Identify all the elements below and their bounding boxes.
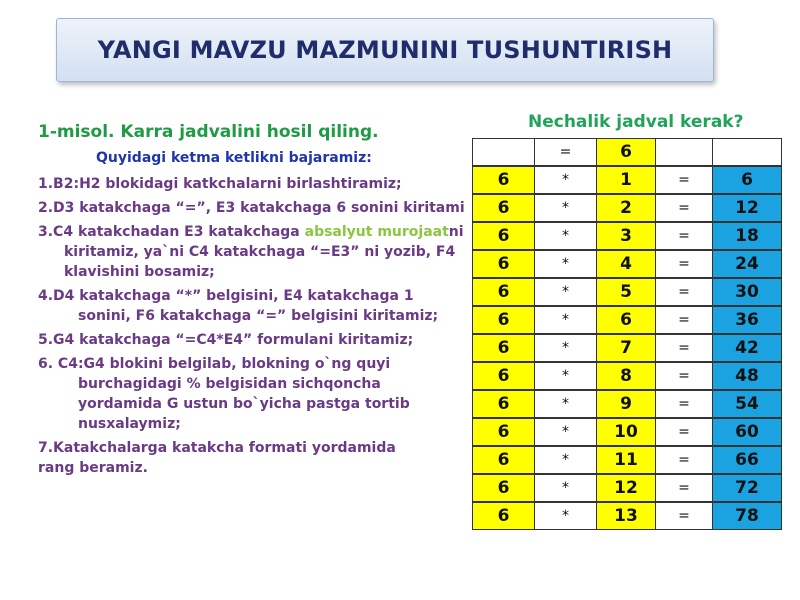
table-cell: *: [534, 474, 597, 502]
table-cell: 6: [596, 138, 656, 166]
table-row: [472, 250, 781, 278]
steps-list: [38, 174, 478, 478]
table-cell: 6: [472, 418, 535, 446]
table-cell: 13: [596, 502, 656, 530]
step-3: [38, 222, 478, 282]
table-cell: 6: [712, 166, 782, 194]
step-6-line-4: nusxalaymiz;: [78, 416, 181, 432]
spreadsheet-image: [466, 108, 800, 538]
step-5: [38, 330, 478, 350]
table-cell: 5: [596, 278, 656, 306]
table-cell: 3: [596, 222, 656, 250]
table-row: [472, 278, 781, 306]
table-cell: 6: [472, 222, 535, 250]
table-cell: 4: [596, 250, 656, 278]
step-1-text: 1.B2:H2 blokidagi katkchalarni birlashtiramiz;: [38, 176, 402, 192]
table-cell: 60: [712, 418, 782, 446]
step-6-line-3: yordamida G ustun bo`yicha pastga tortib: [78, 396, 410, 412]
table-cell: *: [534, 502, 597, 530]
table-cell: *: [534, 362, 597, 390]
table-cell: 6: [472, 278, 535, 306]
step-3-accent-text: absalyut murojaat: [304, 224, 449, 240]
table-cell: 30: [712, 278, 782, 306]
table-cell: 6: [472, 502, 535, 530]
table-cell: *: [534, 222, 597, 250]
table-cell: 1: [596, 166, 656, 194]
table-row: [472, 306, 781, 334]
table-cell: =: [534, 138, 597, 166]
step-6-line-2: burchagidagi % belgisidan sichqoncha: [78, 376, 381, 392]
table-cell: 18: [712, 222, 782, 250]
table-cell: [472, 138, 535, 166]
table-cell: 6: [472, 474, 535, 502]
step-3-suffix: ni: [448, 224, 464, 240]
table-cell: 42: [712, 334, 782, 362]
table-row: [472, 362, 781, 390]
step-6: [38, 354, 478, 434]
table-cell: =: [655, 306, 713, 334]
table-row: [472, 474, 781, 502]
table-cell: 7: [596, 334, 656, 362]
step-7-text: 7.Katakchalarga katakcha formati yordamida: [38, 440, 396, 456]
table-cell: 6: [472, 250, 535, 278]
table-row: [472, 502, 781, 530]
instructions-subhead: Quyidagi ketma ketlikni bajaramiz:: [96, 150, 372, 166]
table-cell: 10: [596, 418, 656, 446]
table-cell: =: [655, 446, 713, 474]
step-3-line-2: kiritamiz, ya`ni C4 katakchaga “=E3” ni yozib, F4: [64, 244, 456, 260]
table-cell: =: [655, 278, 713, 306]
table-cell: 6: [472, 166, 535, 194]
table-cell: *: [534, 166, 597, 194]
table-cell: 6: [472, 390, 535, 418]
table-cell: 8: [596, 362, 656, 390]
table-cell: *: [534, 390, 597, 418]
step-4-text: 4.D4 katakchaga “*” belgisini, E4 katakchaga 1: [38, 288, 414, 304]
table-cell: [655, 138, 713, 166]
multiplication-table: [472, 138, 781, 530]
table-cell: *: [534, 306, 597, 334]
table-row: [472, 446, 781, 474]
table-cell: *: [534, 278, 597, 306]
step-7: [38, 438, 478, 478]
table-cell: *: [534, 446, 597, 474]
table-cell: 12: [596, 474, 656, 502]
table-cell: =: [655, 250, 713, 278]
table-cell: 12: [712, 194, 782, 222]
table-cell: 6: [596, 306, 656, 334]
table-cell: 54: [712, 390, 782, 418]
table-row: [472, 418, 781, 446]
table-cell: 6: [472, 446, 535, 474]
table-cell: 48: [712, 362, 782, 390]
table-cell: =: [655, 222, 713, 250]
table-row: [472, 222, 781, 250]
table-cell: 9: [596, 390, 656, 418]
table-cell: 66: [712, 446, 782, 474]
table-header-row: [472, 138, 781, 166]
table-cell: *: [534, 194, 597, 222]
table-cell: [712, 138, 782, 166]
table-row: [472, 194, 781, 222]
table-cell: =: [655, 418, 713, 446]
step-1: [38, 174, 478, 194]
table-cell: 6: [472, 362, 535, 390]
step-4: [38, 286, 478, 326]
table-cell: 6: [472, 334, 535, 362]
spreadsheet-title: Nechalik jadval kerak?: [528, 112, 744, 132]
step-7-line-2: rang beramiz.: [38, 460, 148, 476]
table-cell: *: [534, 250, 597, 278]
table-cell: 72: [712, 474, 782, 502]
step-3-text: 3.C4 katakchadan E3 katakchaga: [38, 224, 305, 240]
table-cell: =: [655, 474, 713, 502]
instructions-panel: [38, 122, 478, 482]
step-2: [38, 198, 478, 218]
table-cell: =: [655, 334, 713, 362]
table-cell: 24: [712, 250, 782, 278]
table-cell: =: [655, 362, 713, 390]
table-row: [472, 334, 781, 362]
table-cell: 11: [596, 446, 656, 474]
table-cell: =: [655, 390, 713, 418]
step-4-line-2: sonini, F6 katakchaga “=” belgisini kiritamiz;: [78, 308, 439, 324]
table-cell: *: [534, 334, 597, 362]
example-heading: 1-misol. Karra jadvalini hosil qiling.: [38, 122, 379, 142]
step-3-line-3: klavishini bosamiz;: [64, 264, 215, 280]
table-cell: 6: [472, 194, 535, 222]
step-6-text: 6. C4:G4 blokini belgilab, blokning o`ng quyi: [38, 356, 391, 372]
table-cell: =: [655, 194, 713, 222]
table-cell: 6: [472, 306, 535, 334]
table-cell: =: [655, 502, 713, 530]
title-box: [56, 18, 714, 82]
slide-title: YANGI MAVZU MAZMUNINI TUSHUNTIRISH: [97, 36, 673, 64]
table-cell: 2: [596, 194, 656, 222]
table-cell: 36: [712, 306, 782, 334]
step-2-text: 2.D3 katakchaga “=”, E3 katakchaga 6 sonini kiritami: [38, 200, 465, 216]
table-row: [472, 390, 781, 418]
table-cell: 78: [712, 502, 782, 530]
table-row: [472, 166, 781, 194]
table-cell: *: [534, 418, 597, 446]
table-cell: =: [655, 166, 713, 194]
step-5-text: 5.G4 katakchaga “=C4*E4” formulani kiritamiz;: [38, 332, 414, 348]
